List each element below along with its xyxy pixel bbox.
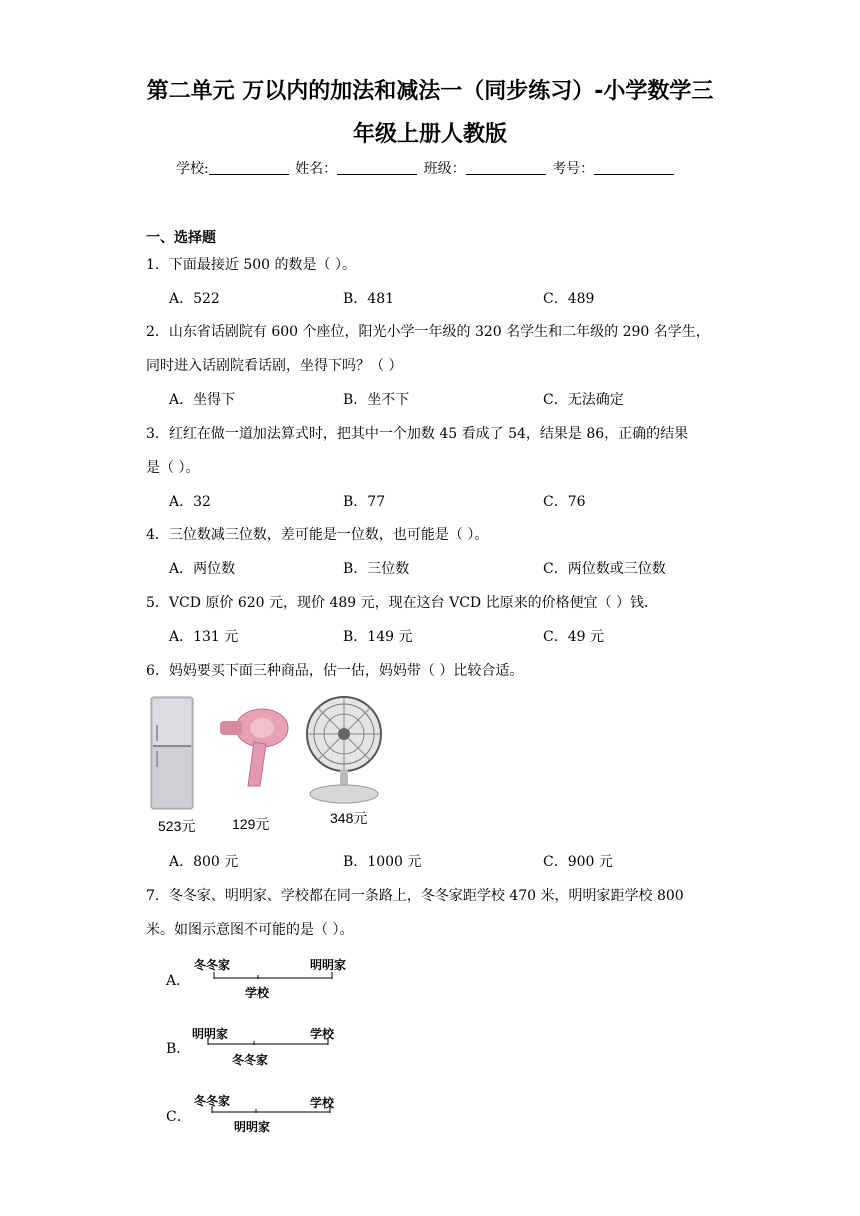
q5-option-b: B．149 元	[343, 629, 413, 645]
page-title-line1: 第二单元 万以内的加法和减法一（同步练习）-小学数学三	[146, 79, 714, 104]
q3-option-b: B．77	[343, 494, 386, 510]
diagram-a-line	[212, 970, 336, 982]
diagram-b-left-label: 明明家	[192, 1027, 229, 1041]
q1-option-a: A．522	[169, 291, 220, 307]
q1-option-c: C．489	[543, 291, 595, 307]
price-refrigerator: 523元	[158, 818, 196, 834]
question-7-line1: 7．冬冬家、明明家、学校都在同一条路上，冬冬家距学校 470 米，明明家距学校 800	[146, 888, 684, 904]
q2-option-b: B．坐不下	[343, 392, 410, 408]
q4-option-a: A．两位数	[169, 561, 236, 577]
q2-option-c: C．无法确定	[543, 392, 624, 408]
class-blank	[466, 160, 546, 175]
q1-option-b: B．481	[343, 291, 395, 307]
price-hair-dryer: 129元	[232, 816, 270, 832]
student-info-line	[176, 158, 676, 178]
q3-option-a: A．32	[169, 494, 211, 510]
question-5: 5．VCD 原价 620 元，现价 489 元，现在这台 VCD 比原来的价格便宜（ ）钱.	[146, 595, 649, 611]
name-label: 姓名：	[295, 161, 338, 177]
q4-option-c: C．两位数或三位数	[543, 561, 666, 577]
diagram-a-below-label: 学校	[245, 986, 270, 1000]
diagram-a-right-label: 明明家	[310, 958, 347, 972]
school-label: 学校:	[176, 161, 209, 177]
diagram-c-line	[210, 1104, 334, 1116]
q7-option-c: C．	[166, 1109, 191, 1125]
q6-option-c: C．900 元	[543, 854, 613, 870]
q6-option-b: B．1000 元	[343, 854, 422, 870]
diagram-b-line	[206, 1036, 332, 1048]
section-heading: 一、选择题	[146, 230, 216, 246]
question-1: 1．下面最接近 500 的数是（ ）。	[146, 257, 356, 273]
page-title-line2: 年级上册人教版	[352, 122, 507, 147]
q3-option-c: C．76	[543, 494, 586, 510]
question-3-line2: 是（ ）。	[146, 460, 200, 476]
diagram-b-right-label: 学校	[310, 1027, 335, 1041]
electric-fan-image	[304, 694, 384, 806]
exam-number-blank	[594, 160, 674, 175]
refrigerator-image	[148, 695, 196, 813]
diagram-b-below-label: 冬冬家	[232, 1053, 269, 1067]
question-6: 6．妈妈要买下面三种商品，估一估，妈妈带（ ）比较合适。	[146, 663, 524, 679]
diagram-c-below-label: 明明家	[234, 1120, 271, 1134]
question-7-line2: 米。如图示意图不可能的是（ ）。	[146, 922, 354, 938]
diagram-a-left-label: 冬冬家	[194, 958, 231, 972]
question-2-line2: 同时进入话剧院看话剧，坐得下吗？（ ）	[146, 358, 403, 374]
name-blank	[337, 160, 417, 175]
question-2-line1: 2．山东省话剧院有 600 个座位，阳光小学一年级的 320 名学生和二年级的 290 名学生，	[146, 324, 710, 340]
q5-option-a: A．131 元	[169, 629, 239, 645]
q7-option-b: B．	[166, 1041, 191, 1057]
question-3-line1: 3．红红在做一道加法算式时，把其中一个加数 45 看成了 54，结果是 86，正确的结果	[146, 426, 689, 442]
hair-dryer-image	[218, 706, 290, 790]
q6-option-a: A．800 元	[169, 854, 239, 870]
q2-option-a: A．坐得下	[169, 392, 236, 408]
school-blank	[209, 160, 289, 175]
q5-option-c: C．49 元	[543, 629, 604, 645]
class-label: 班级：	[423, 161, 466, 177]
diagram-c-right-label: 学校	[310, 1096, 335, 1110]
q4-option-b: B．三位数	[343, 561, 410, 577]
q7-option-a: A．	[166, 973, 191, 989]
question-4: 4．三位数减三位数，差可能是一位数，也可能是（ ）。	[146, 527, 489, 543]
price-electric-fan: 348元	[330, 810, 368, 826]
exam-number-label: 考号：	[552, 161, 595, 177]
diagram-c-left-label: 冬冬家	[194, 1094, 231, 1108]
